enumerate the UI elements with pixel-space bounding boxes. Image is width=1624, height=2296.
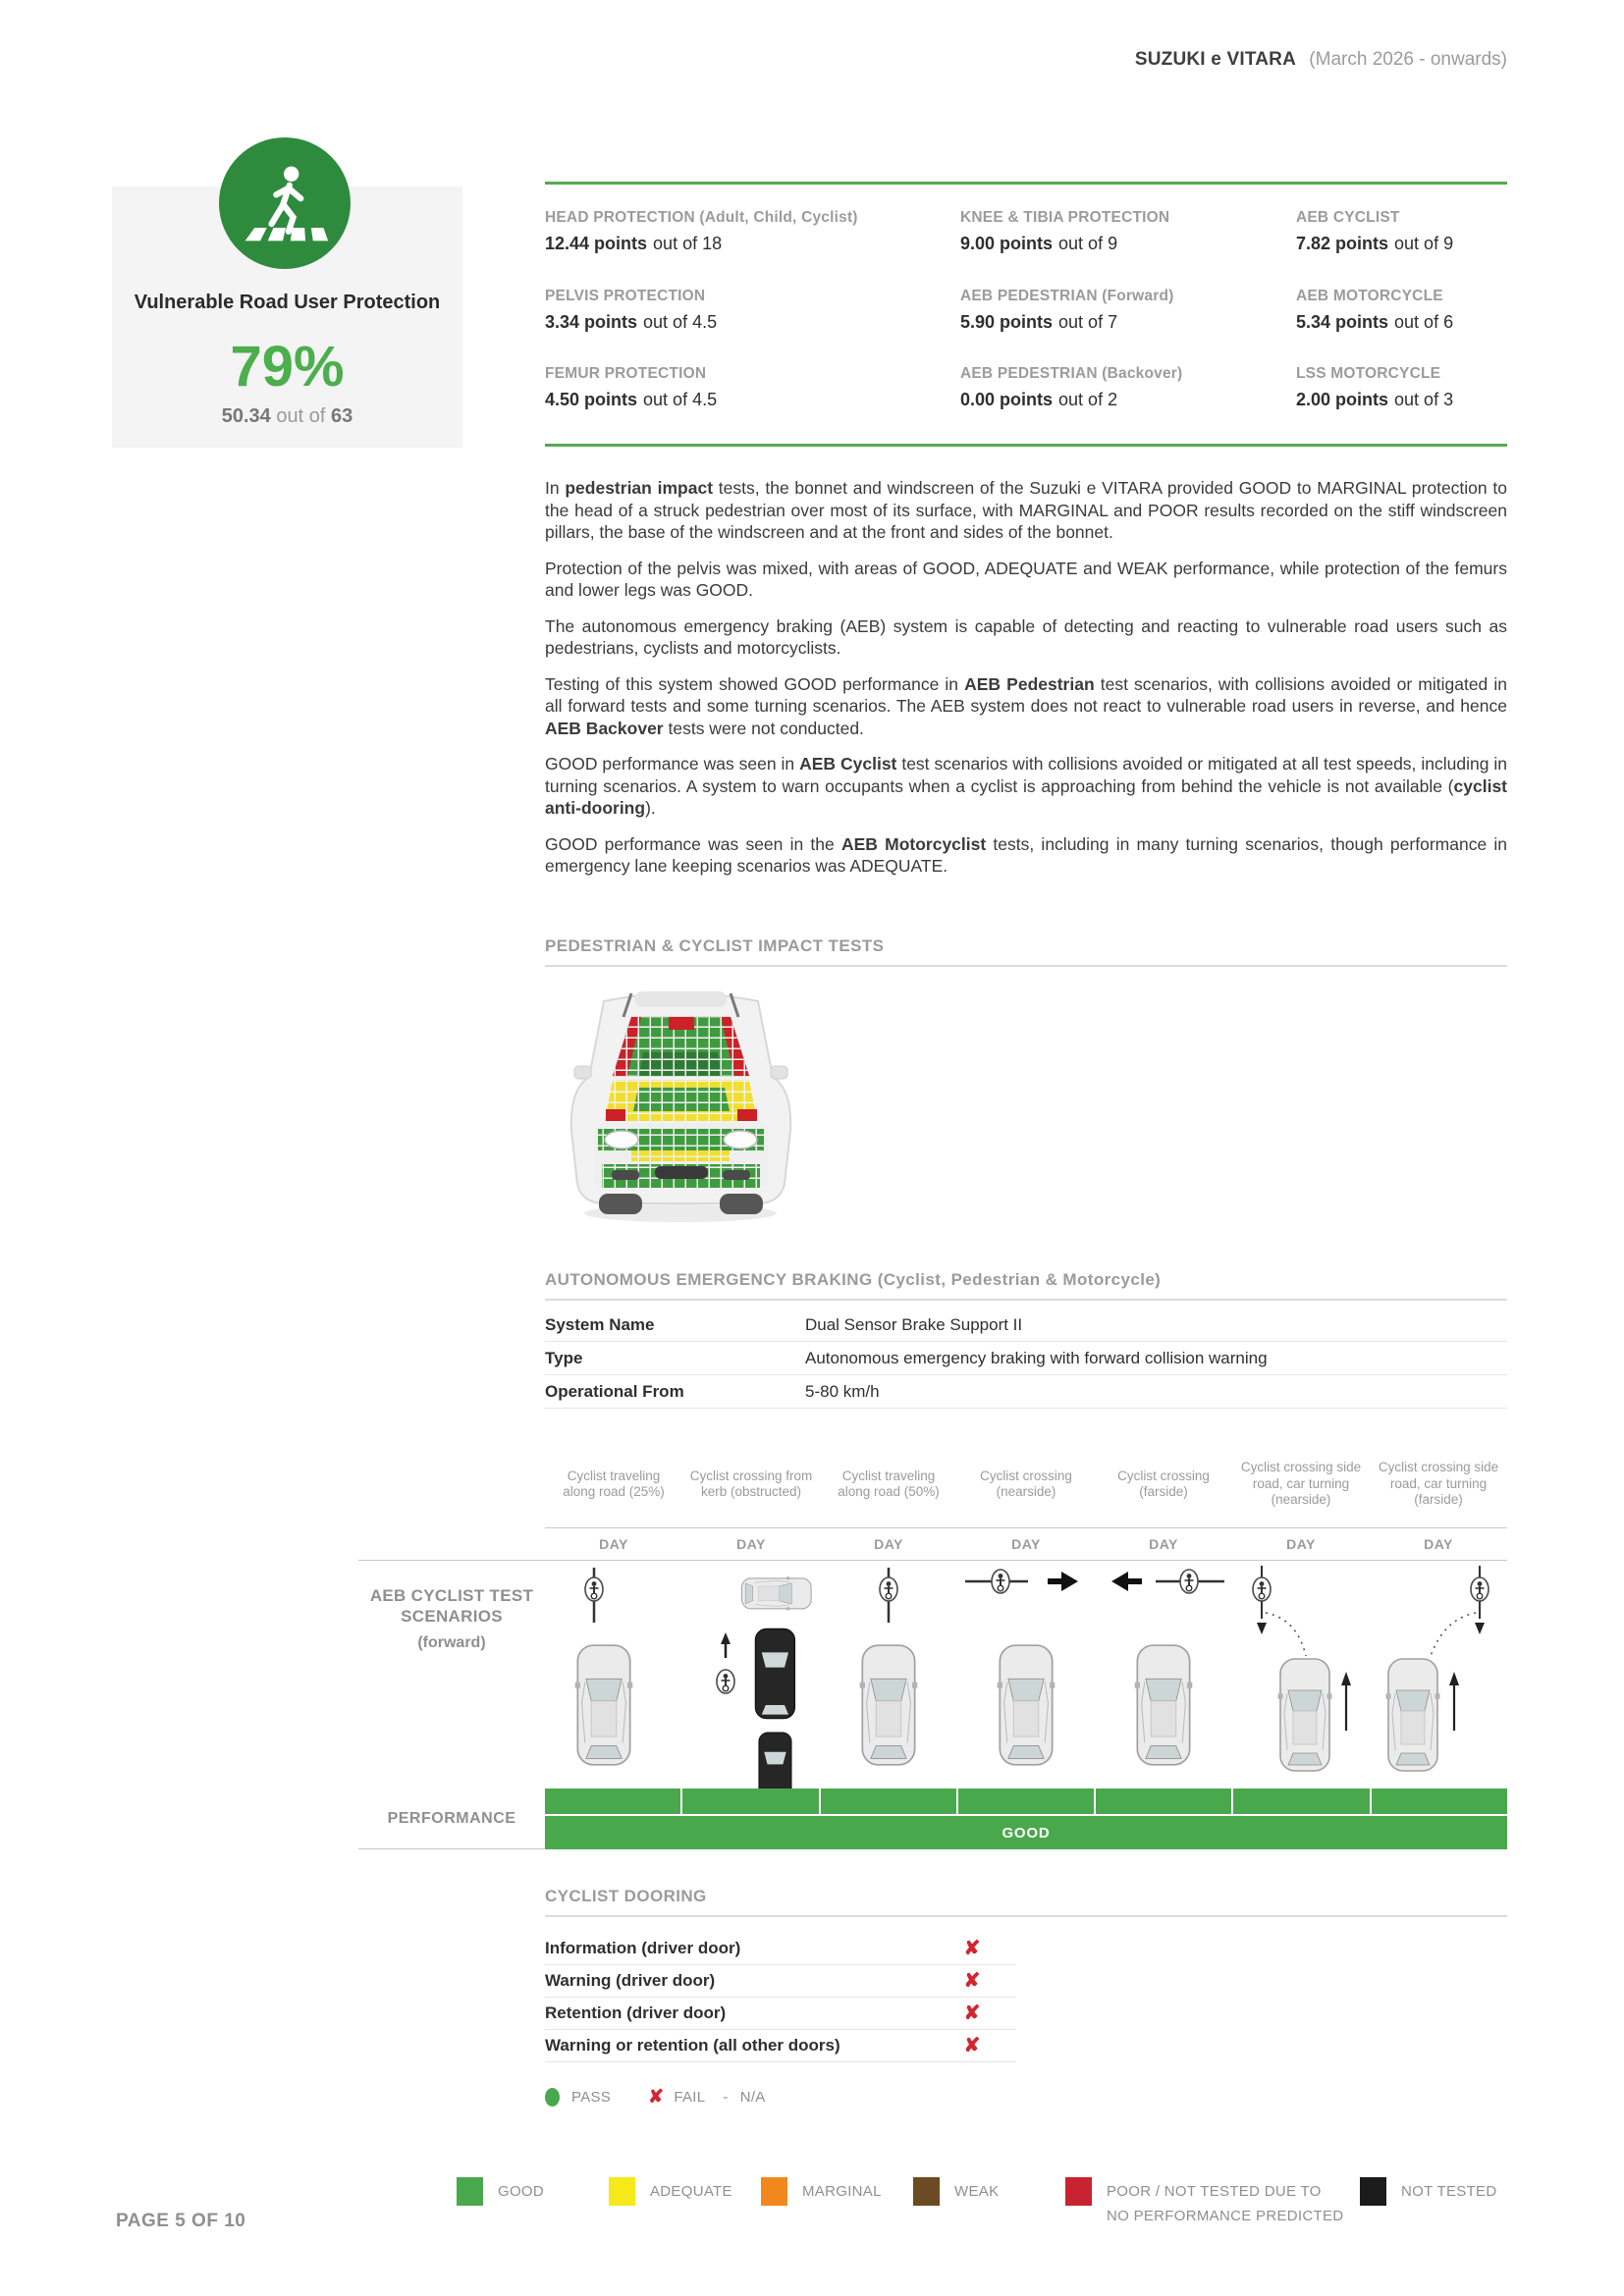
- pedestrian-crossing-icon: [219, 137, 351, 269]
- vehicle-name: SUZUKI e VITARA: [1134, 49, 1297, 70]
- spec-row-type: Type Autonomous emergency braking with forward collision warning: [545, 1342, 1507, 1375]
- impact-map-car-image: [545, 974, 817, 1227]
- dooring-row-warning: Warning (driver door) ✘: [545, 1965, 1016, 1998]
- summary-points: 50.34: [221, 405, 271, 427]
- scenario-column-headers: [545, 1441, 1507, 1527]
- paragraph-aeb-cyclist: GOOD performance was seen in AEB Cyclist test scenarios with collisions avoided or mitigated at all test speeds, including in turning scenarios. A system to warn occupants when a cyclist is approaching from behind the vehicle is not available (cyclist anti-dooring).: [545, 754, 1507, 818]
- dooring-section-title: CYCLIST DOORING: [545, 1887, 707, 1905]
- paragraph-pedestrian-impact: In pedestrian impact tests, the bonnet and windscreen of the Suzuki e VITARA provided GOOD to MARGINAL protection to the head of a struck pedestrian over most of its surface, with MARGINAL and POOR results recorded on the stiff windscreen pillars, the base of the windscreen and at the front and sides of the bonnet.: [545, 478, 1507, 542]
- legend-good: GOOD: [457, 2177, 544, 2206]
- scenario-condition-row: DAY DAY DAY DAY DAY DAY DAY: [545, 1527, 1507, 1561]
- score-grid: [545, 182, 1507, 447]
- performance-cell: [1233, 1789, 1369, 1814]
- paragraph-aeb-system: The autonomous emergency braking (AEB) system is capable of detecting and reacting to vulnerable road users such as pedestrians, cyclists and motorcyclists.: [545, 615, 1507, 658]
- score-knee-tibia: KNEE & TIBIA PROTECTION 9.00 points out of 9: [960, 209, 1170, 253]
- aeb-section: [545, 1270, 1507, 1409]
- spec-row-operational-from: Operational From 5-80 km/h: [545, 1375, 1507, 1409]
- performance-row-label: PERFORMANCE: [358, 1789, 545, 1849]
- paragraph-aeb-pedestrian: Testing of this system showed GOOD performance in AEB Pedestrian test scenarios, with collisions avoided or mitigated in all forward tests and some turning scenarios. The AEB system does not react to vulnerable road users in reverse, and hence AEB Backover tests were not conducted.: [545, 673, 1507, 738]
- fail-icon: ✘: [963, 2002, 981, 2024]
- scenario-col-7: Cyclist crossing side road, car turning (farside): [1378, 1460, 1499, 1508]
- aeb-section-title: AUTONOMOUS EMERGENCY BRAKING (Cyclist, Pedestrian & Motorcycle): [545, 1270, 1162, 1289]
- scenario-diagram-traveling-50: [820, 1562, 957, 1789]
- pass-fail-legend: [545, 2088, 1507, 2107]
- section-divider: [545, 1299, 1507, 1301]
- score-head-protection: HEAD PROTECTION (Adult, Child, Cyclist) 12.44 points out of 18: [545, 209, 858, 253]
- summary-title: Vulnerable Road User Protection: [134, 292, 441, 313]
- legend-poor-not-tested: POOR / NOT TESTED DUE TO NO PERFORMANCE PREDICTED: [1065, 2177, 1343, 2228]
- paragraph-pelvis: Protection of the pelvis was mixed, with areas of GOOD, ADEQUATE and WEAK performance, while protection of the femurs and lower legs was GOOD.: [545, 558, 1507, 600]
- row-divider: [358, 1560, 545, 1561]
- section-divider: [545, 1915, 1507, 1917]
- dooring-table: [545, 1933, 1016, 2062]
- na-label: N/A: [739, 2089, 766, 2106]
- summary-score: [112, 405, 462, 428]
- score-aeb-pedestrian-backover: AEB PEDESTRIAN (Backover) 0.00 points out of 2: [960, 365, 1183, 410]
- score-aeb-motorcycle: AEB MOTORCYCLE 5.34 points out of 6: [1296, 287, 1454, 332]
- scenario-diagrams: [545, 1562, 1507, 1789]
- scenario-col-1: Cyclist traveling along road (25%): [563, 1468, 665, 1499]
- dooring-row-retention: Retention (driver door) ✘: [545, 1998, 1016, 2030]
- section-divider: [545, 965, 1507, 967]
- legend-marginal: MARGINAL: [761, 2177, 882, 2206]
- scenario-col-2: Cyclist crossing from kerb (obstructed): [689, 1468, 813, 1499]
- scenario-diagram-traveling-25: [545, 1562, 682, 1789]
- na-marker: -: [723, 2089, 729, 2106]
- scenario-diagram-crossing-nearside: [957, 1562, 1095, 1789]
- scenario-diagram-crossing-farside: [1095, 1562, 1232, 1789]
- scenario-col-6: Cyclist crossing side road, car turning (nearside): [1240, 1460, 1362, 1508]
- fail-x-icon: ✘: [648, 2087, 665, 2108]
- fail-icon: ✘: [963, 2035, 981, 2056]
- scenario-diagram-turning-farside: [1370, 1562, 1507, 1789]
- summary-outof-label: out of: [276, 405, 326, 427]
- good-swatch: [457, 2177, 483, 2206]
- score-aeb-pedestrian-forward: AEB PEDESTRIAN (Forward) 5.90 points out of 7: [960, 287, 1174, 332]
- scenario-col-4: Cyclist crossing (nearside): [980, 1468, 1072, 1499]
- vehicle-period: (March 2026 - onwards): [1309, 49, 1507, 70]
- performance-cell: [1372, 1789, 1507, 1814]
- fail-icon: ✘: [963, 1970, 981, 1992]
- scenario-diagram-crossing-kerb-obstructed: [682, 1562, 820, 1789]
- impact-section-title: PEDESTRIAN & CYCLIST IMPACT TESTS: [545, 936, 885, 955]
- fail-icon: ✘: [963, 1938, 981, 1959]
- performance-cell: [958, 1789, 1094, 1814]
- legend-adequate: ADEQUATE: [609, 2177, 732, 2206]
- paragraph-aeb-motorcyclist: GOOD performance was seen in the AEB Motorcyclist tests, including in many turning scenarios, though performance in emergency lane keeping scenarios was ADEQUATE.: [545, 833, 1508, 876]
- score-lss-motorcycle: LSS MOTORCYCLE 2.00 points out of 3: [1296, 365, 1454, 410]
- score-aeb-cyclist: AEB CYCLIST 7.82 points out of 9: [1296, 209, 1454, 253]
- marginal-swatch: [761, 2177, 787, 2206]
- summary-percent: 79%: [230, 335, 345, 399]
- dooring-row-information: Information (driver door) ✘: [545, 1933, 1016, 1965]
- fail-label: FAIL: [674, 2089, 706, 2106]
- cyclist-dooring-section: [545, 1887, 1507, 2107]
- weak-swatch: [913, 2177, 940, 2206]
- not-tested-swatch: [1360, 2177, 1386, 2206]
- performance-cell: [821, 1789, 956, 1814]
- pass-label: PASS: [571, 2089, 612, 2106]
- summary-max-points: 63: [330, 405, 353, 427]
- scenario-col-3: Cyclist traveling along road (50%): [838, 1468, 940, 1499]
- dooring-row-warning-retention-other: Warning or retention (all other doors) ✘: [545, 2030, 1016, 2062]
- score-pelvis: PELVIS PROTECTION 3.34 points out of 4.5: [545, 287, 718, 332]
- narrative-text: [545, 477, 1507, 891]
- overall-performance-bar: GOOD: [545, 1816, 1507, 1849]
- performance-result-cells: [545, 1789, 1507, 1814]
- document-header: [1135, 49, 1507, 71]
- page-number: PAGE 5 OF 10: [116, 2211, 246, 2231]
- impact-tests-section: [545, 936, 1507, 1232]
- pass-dot-icon: [545, 2088, 560, 2107]
- legend-weak: WEAK: [913, 2177, 999, 2206]
- performance-cell: [545, 1789, 680, 1814]
- score-femur: FEMUR PROTECTION 4.50 points out of 4.5: [545, 365, 718, 410]
- adequate-swatch: [609, 2177, 635, 2206]
- scenario-col-5: Cyclist crossing (farside): [1117, 1468, 1210, 1499]
- scenario-row-label: AEB CYCLIST TEST SCENARIOS (forward): [369, 1586, 534, 1651]
- aeb-spec-table: [545, 1308, 1507, 1409]
- legend-not-tested: NOT TESTED: [1360, 2177, 1496, 2206]
- performance-cell: [682, 1789, 818, 1814]
- poor-swatch: [1065, 2177, 1092, 2206]
- spec-row-system-name: System Name Dual Sensor Brake Support II: [545, 1308, 1507, 1342]
- performance-cell: [1096, 1789, 1231, 1814]
- scenario-diagram-turning-nearside: [1232, 1562, 1370, 1789]
